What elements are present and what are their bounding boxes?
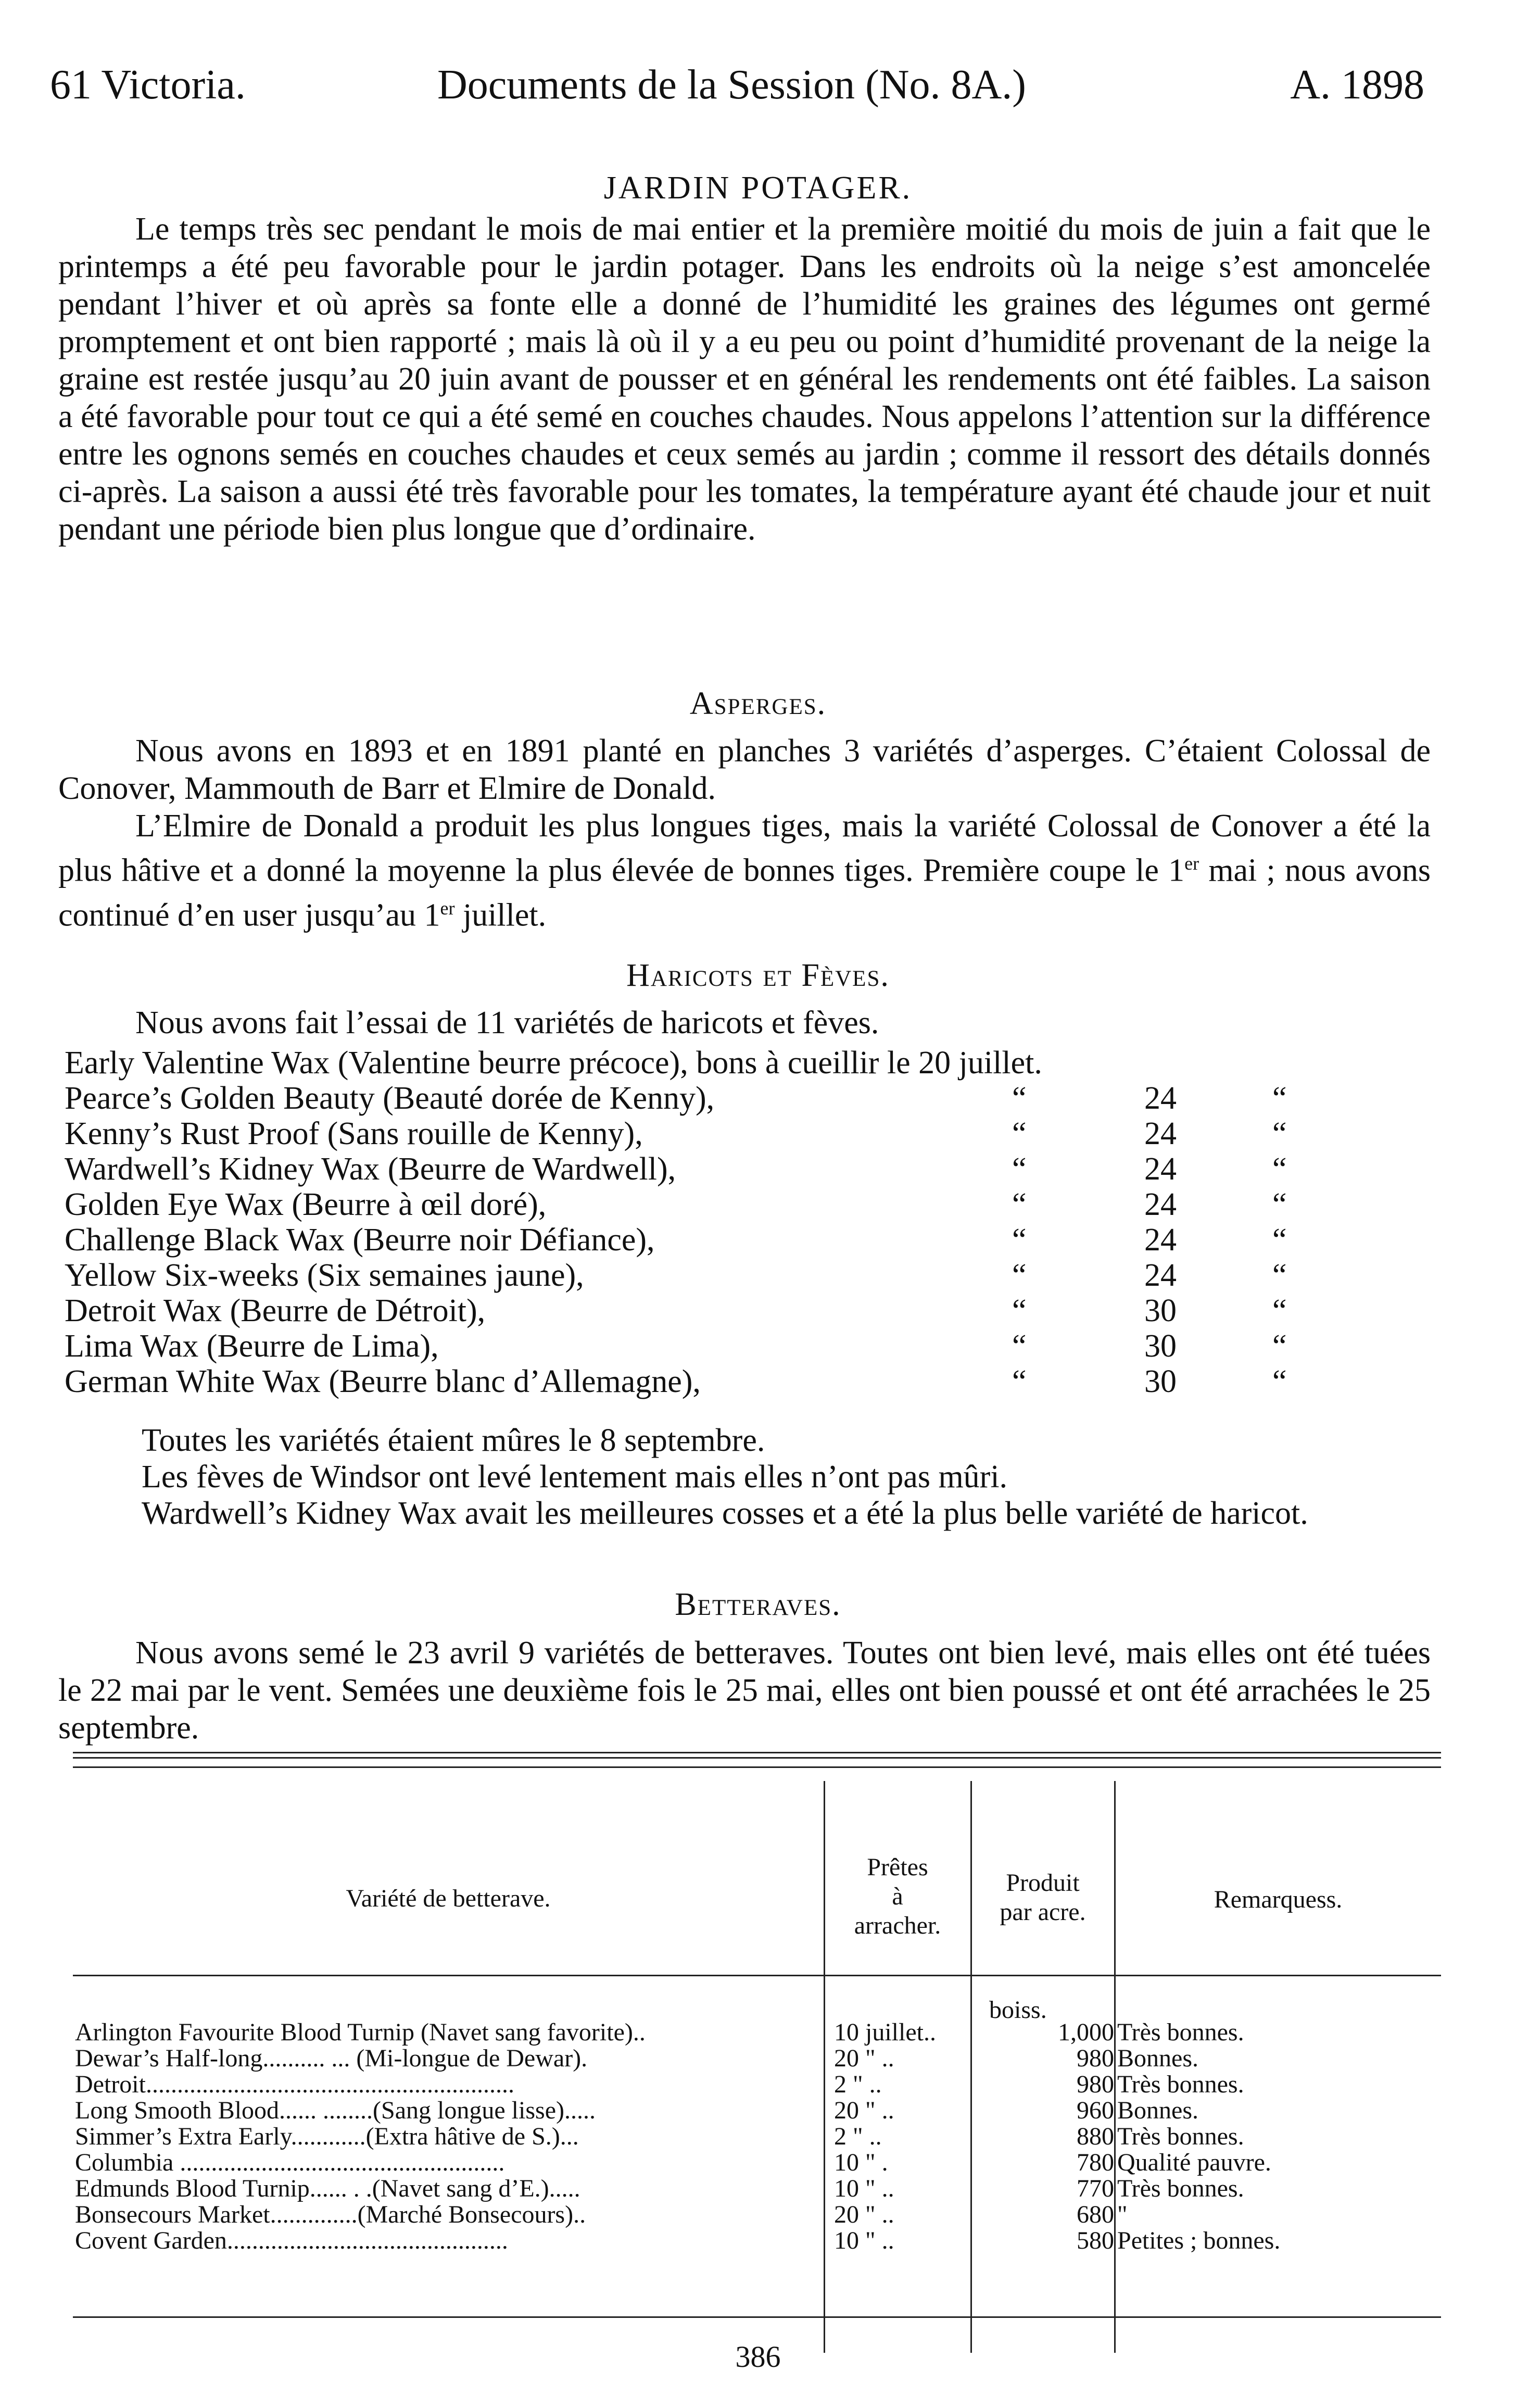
bean-first-line: Early Valentine Wax (Valentine beurre précoce), bons à cueillir le 20 juillet. <box>65 1045 1042 1081</box>
bean-varieties-list <box>65 1045 1439 1399</box>
list-item: Kenny’s Rust Proof (Sans rouille de Kenny), “ 24 “ <box>65 1116 1287 1151</box>
superscript-er: er <box>440 897 455 919</box>
section-title-betteraves: Betteraves. <box>675 1587 841 1622</box>
section-title-jardin: JARDIN POTAGER. <box>603 170 913 206</box>
table-row: Covent Garden............................................. 10 " .. 580 Petites ; bonnes. <box>75 2227 1281 2254</box>
column-header-ready: Prêtes à arracher. <box>854 1853 941 1939</box>
table-row: Arlington Favourite Blood Turnip (Navet sang favorite).. 10 juillet.. 1,000 Très bonnes. <box>75 2018 1244 2046</box>
table-top-rule <box>73 1766 1441 1768</box>
paragraph-haricots-note-2: Les fèves de Windsor ont levé lentement mais elles n’ont pas mûri. <box>142 1459 1008 1495</box>
paragraph-haricots-note-3: Wardwell’s Kidney Wax avait les meilleures cosses et a été la plus belle variété de haricot. <box>142 1496 1308 1531</box>
bean-row-first <box>65 1045 1439 1080</box>
list-item: Lima Wax (Beurre de Lima), “ 30 “ <box>65 1328 1287 1364</box>
table-row: Detroit........................................................... 2 " .. 980 Très bonnes. <box>75 2071 1244 2098</box>
list-item: Yellow Six-weeks (Six semaines jaune), “ 24 “ <box>65 1258 1287 1293</box>
list-item: Golden Eye Wax (Beurre à œil doré), “ 24 “ <box>65 1187 1287 1222</box>
paragraph-betteraves: Nous avons semé le 23 avril 9 variétés de betteraves. Toutes ont bien levé, mais elles ont été tuées le 22 mai par le vent. Semées une deuxième fois le 25 mai, elles ont bien poussé et ont été arrachées le 25 septembre. <box>58 1635 1431 1746</box>
table-row: Long Smooth Blood...... ........(Sang longue lisse)..... 20 " .. 960 Bonnes. <box>75 2097 1198 2124</box>
section-title-asperges: Asperges. <box>689 686 827 721</box>
table-header-rule <box>73 1975 1441 1976</box>
paragraph-haricots-intro: Nous avons fait l’essai de 11 variétés de haricots et fèves. <box>135 1005 879 1040</box>
running-head-right: A. 1898 <box>1290 62 1424 108</box>
list-item: Wardwell’s Kidney Wax (Beurre de Wardwell), “ 24 “ <box>65 1151 1287 1187</box>
list-item: Pearce’s Golden Beauty (Beauté dorée de Kenny), “ 24 “ <box>65 1081 1287 1116</box>
table-row: Columbia .................................................... 10 " . 780 Qualité pauvre. <box>75 2149 1271 2176</box>
list-item: German White Wax (Beurre blanc d’Allemagne), “ 30 “ <box>65 1364 1287 1399</box>
superscript-er: er <box>1184 853 1199 874</box>
table-row: Dewar’s Half-long.......... ... (Mi-longue de Dewar). 20 " .. 980 Bonnes. <box>75 2045 1198 2072</box>
paragraph-haricots-note-1: Toutes les variétés étaient mûres le 8 septembre. <box>142 1423 765 1458</box>
list-item: Challenge Black Wax (Beurre noir Défiance), “ 24 “ <box>65 1222 1287 1258</box>
column-header-variety: Variété de betterave. <box>346 1885 551 1912</box>
paragraph-jardin: Le temps très sec pendant le mois de mai entier et la première moitié du mois de juin a fait que le printemps a été peu favorable pour le jardin potager. Dans les endroits où la neige s’est amoncelée pendant l’hiver et où après sa fonte elle a donné de l’humidité les graines des légumes ont germé promptement et ont bien rapporté ; mais là où il y a eu peu ou point d’humidité provenant de la neige la graine est restée jusqu’au 20 juin avant de pousser et en général les rendements ont été faibles. La saison a été favorable pour tout ce qui a été semé en couches chaudes. Nous appelons l’attention sur la différence entre les ognons semés en couches chaudes et ceux semés au jardin ; comme il ressort des détails donnés ci-après. La saison a aussi été très favorable pour les tomates, la température ayant été chaude jour et nuit pendant une période bien plus longue que d’ordinaire. <box>58 211 1431 547</box>
running-head <box>50 61 1424 114</box>
yield-unit: boiss. <box>989 1996 1047 2024</box>
table-row: Edmunds Blood Turnip...... . .(Navet sang d’E.)..... 10 " .. 770 Très bonnes. <box>75 2175 1244 2202</box>
table-bottom-rule <box>73 2316 1441 2318</box>
running-head-center: Documents de la Session (No. 8A.) <box>437 62 1026 108</box>
page-number: 386 <box>735 2340 781 2374</box>
column-header-remarks: Remarquess. <box>1214 1886 1343 1913</box>
column-header-yield: Produit par acre. <box>1000 1869 1086 1926</box>
table-row: Simmer’s Extra Early............(Extra hâtive de S.)... 2 " .. 880 Très bonnes. <box>75 2123 1244 2150</box>
table-top-rule <box>73 1752 1441 1753</box>
paragraph-asperges-2: L’Elmire de Donald a produit les plus longues tiges, mais la variété Colossal de Conover a été la plus hâtive et a donné la moyenne la plus élevée de bonnes tiges. Première coupe le 1er mai ; nous avons continué d’en user jusqu’au 1er juillet. <box>58 808 1431 933</box>
table-row: Bonsecours Market..............(Marché Bonsecours).. 20 " .. 680 " <box>75 2201 1128 2228</box>
section-title-haricots: Haricots et Fèves. <box>626 958 890 993</box>
paragraph-asperges-1: Nous avons en 1893 et en 1891 planté en planches 3 variétés d’asperges. C’étaient Colossal de Conover, Mammouth de Barr et Elmire de Donald. <box>58 733 1431 806</box>
running-head-left: 61 Victoria. <box>50 62 246 108</box>
list-item: Detroit Wax (Beurre de Détroit), “ 30 “ <box>65 1293 1287 1328</box>
table-top-rule <box>73 1757 1441 1759</box>
